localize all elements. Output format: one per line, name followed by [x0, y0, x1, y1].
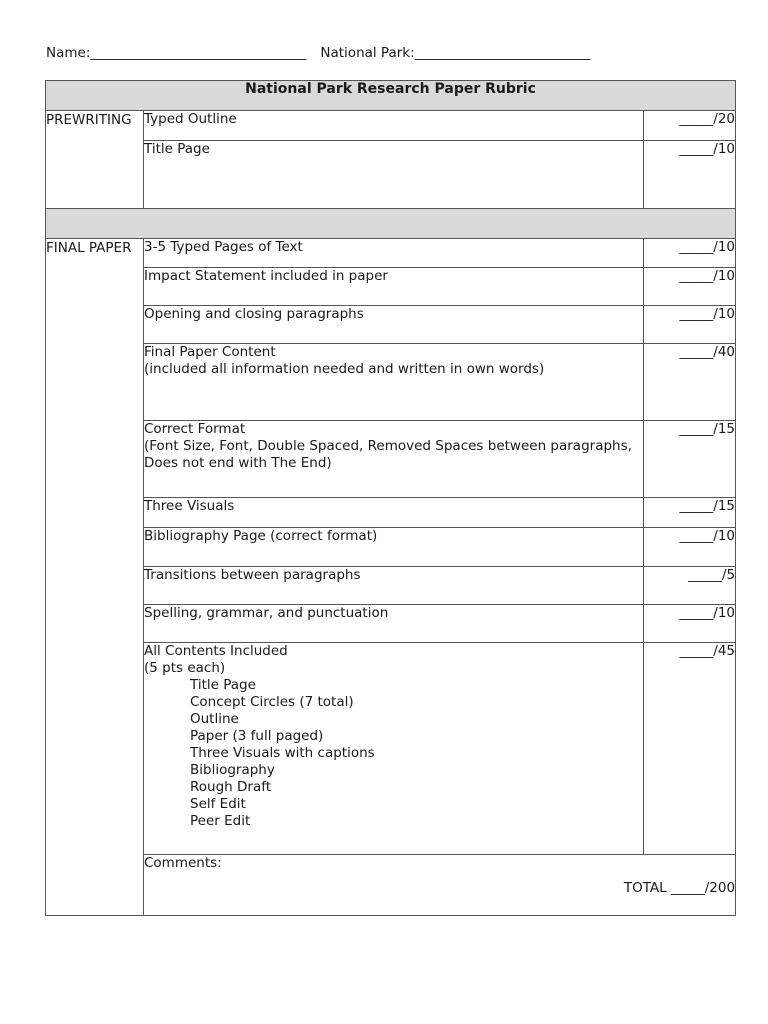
table-row [46, 567, 736, 605]
criterion-cell [144, 643, 644, 855]
table-row [46, 605, 736, 643]
criterion-label: Three Visuals [144, 498, 644, 528]
name-field[interactable]: Name:________________________________ [46, 45, 307, 61]
criterion-detail: (included all information needed and written in own words) [144, 361, 545, 377]
criterion-label: Correct Format [144, 421, 246, 437]
score-blank[interactable]: _____/40 [644, 344, 736, 421]
criterion-label: Typed Outline [144, 111, 644, 141]
table-row [46, 421, 736, 498]
form-header [46, 45, 590, 61]
checklist-item: Three Visuals with captions [190, 745, 375, 761]
checklist-item: Title Page [190, 677, 256, 693]
section-label-final-paper: FINAL PAPER [46, 239, 144, 916]
criterion-label: Impact Statement included in paper [144, 268, 644, 306]
section-divider-band [46, 209, 736, 239]
score-blank[interactable]: _____/20 [644, 111, 736, 141]
criterion-detail: (5 pts each) [144, 660, 226, 676]
criterion-cell [144, 421, 644, 498]
criterion-label: Transitions between paragraphs [144, 567, 644, 605]
national-park-field[interactable]: National Park:__________________________ [320, 45, 591, 61]
checklist-item: Rough Draft [190, 779, 272, 795]
score-blank[interactable]: _____/10 [644, 141, 736, 209]
table-row [46, 528, 736, 567]
checklist-item: Peer Edit [190, 813, 251, 829]
score-blank[interactable]: _____/5 [644, 567, 736, 605]
criterion-label: 3-5 Typed Pages of Text [144, 239, 644, 268]
comments-row [46, 855, 736, 916]
table-row [46, 498, 736, 528]
checklist-item: Bibliography [190, 762, 275, 778]
score-blank[interactable]: _____/45 [644, 643, 736, 855]
criterion-label: Spelling, grammar, and punctuation [144, 605, 644, 643]
criterion-label: Opening and closing paragraphs [144, 306, 644, 344]
score-blank[interactable]: _____/10 [644, 605, 736, 643]
criterion-label: Final Paper Content [144, 344, 276, 360]
table-row [46, 141, 736, 209]
table-row [46, 268, 736, 306]
score-blank[interactable]: _____/10 [644, 528, 736, 567]
criterion-label: All Contents Included [144, 643, 288, 659]
table-row [46, 306, 736, 344]
total-score[interactable]: TOTAL _____/200 [623, 880, 736, 896]
score-blank[interactable]: _____/15 [644, 421, 736, 498]
contents-checklist [144, 677, 643, 830]
criterion-label: Title Page [144, 141, 644, 209]
score-blank[interactable]: _____/10 [644, 268, 736, 306]
rubric-table [45, 80, 736, 916]
table-row [46, 643, 736, 855]
criterion-cell [144, 344, 644, 421]
table-row [46, 239, 736, 268]
rubric-title: National Park Research Paper Rubric [46, 81, 736, 111]
checklist-item: Outline [190, 711, 239, 727]
checklist-item: Self Edit [190, 796, 246, 812]
checklist-item: Concept Circles (7 total) [190, 694, 354, 710]
criterion-detail: (Font Size, Font, Double Spaced, Removed Spaces between paragraphs, Does not end with The End) [144, 438, 632, 471]
comments-label: Comments: [144, 855, 222, 871]
table-row [46, 344, 736, 421]
checklist-item: Paper (3 full paged) [190, 728, 324, 744]
score-blank[interactable]: _____/15 [644, 498, 736, 528]
table-row [46, 111, 736, 141]
comments-cell[interactable] [144, 855, 736, 916]
criterion-label: Bibliography Page (correct format) [144, 528, 644, 567]
score-blank[interactable]: _____/10 [644, 239, 736, 268]
section-divider [46, 209, 736, 239]
score-blank[interactable]: _____/10 [644, 306, 736, 344]
rubric-title-row [46, 81, 736, 111]
section-label-prewriting: PREWRITING [46, 111, 144, 209]
